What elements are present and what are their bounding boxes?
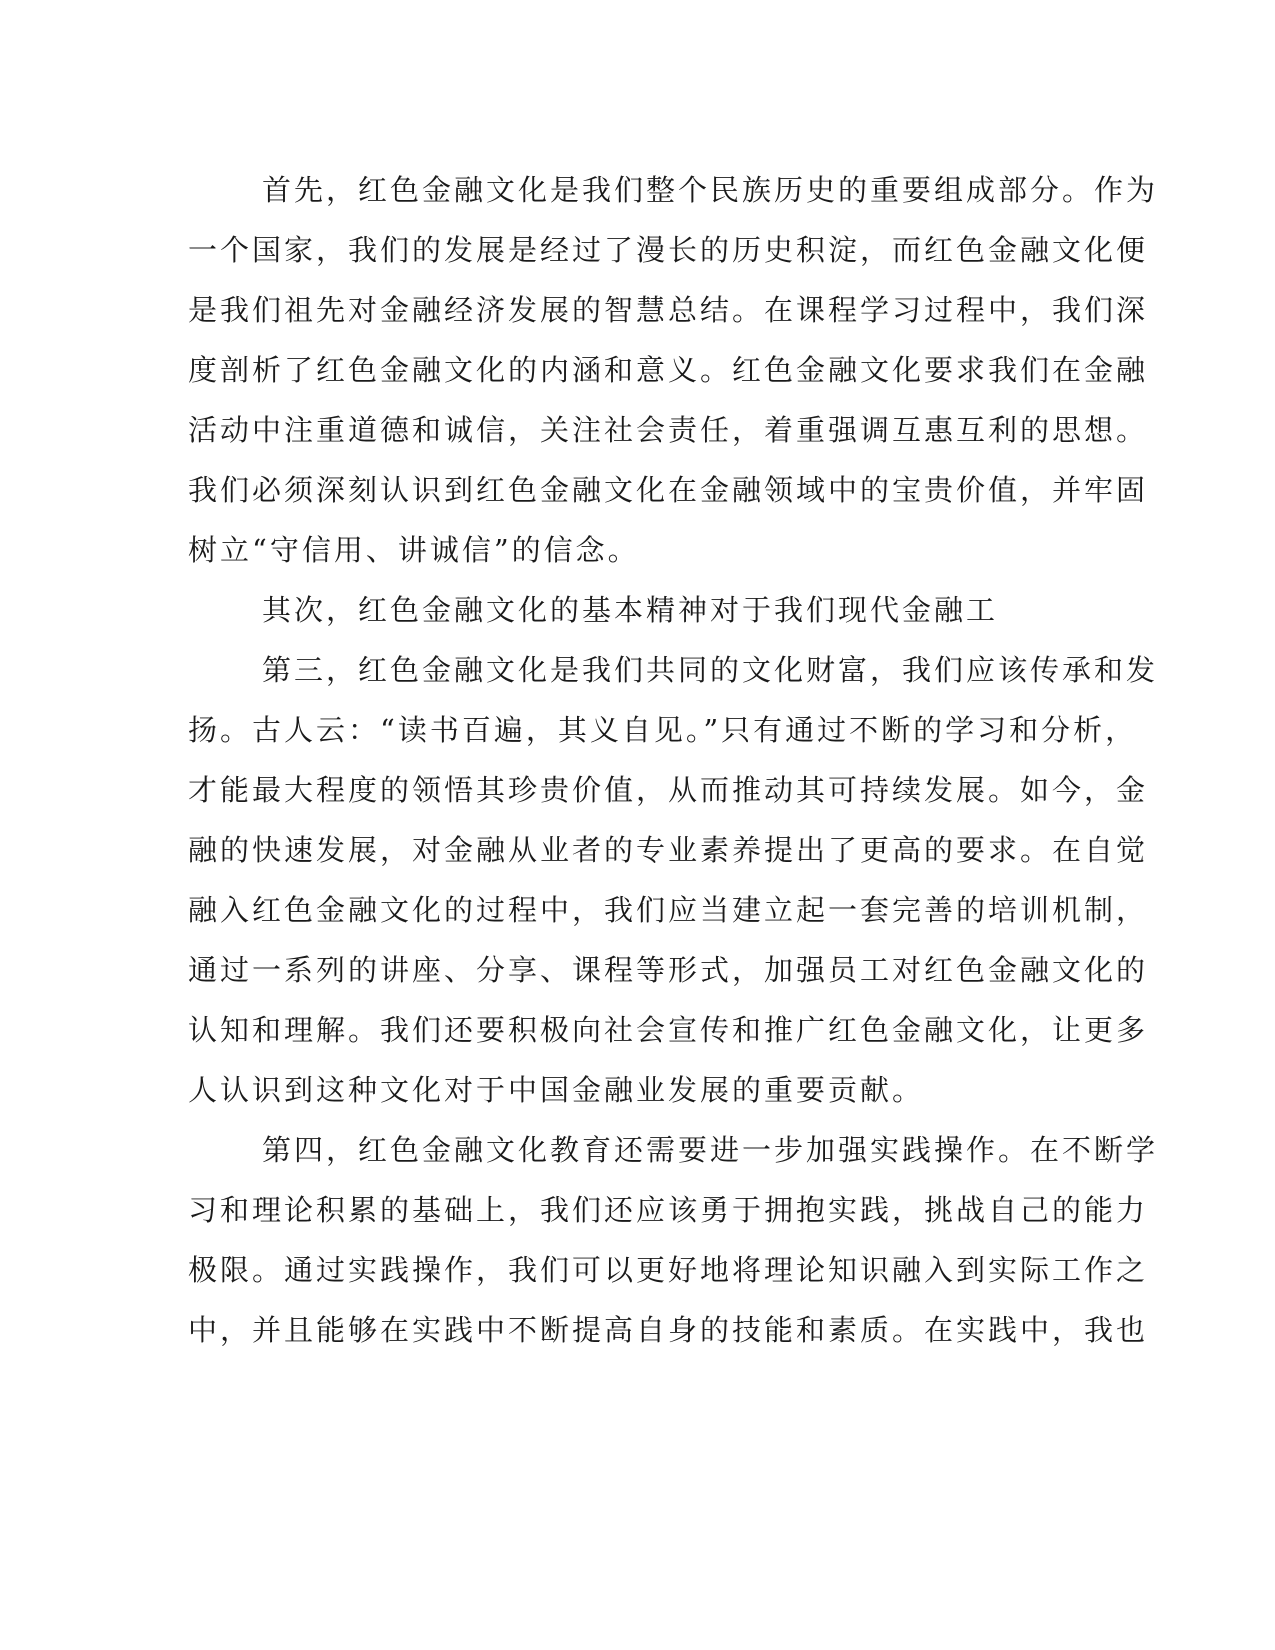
document-body: [188, 160, 1159, 1360]
text-line: 极限。通过实践操作，我们可以更好地将理论知识融入到实际工作之: [188, 1253, 1149, 1287]
text-line: 一个国家，我们的发展是经过了漫长的历史积淀，而红色金融文化便: [188, 233, 1149, 267]
text-line: 其次，红色金融文化的基本精神对于我们现代金融工: [262, 593, 999, 627]
text-line: 人认识到这种文化对于中国金融业发展的重要贡献。: [188, 1073, 925, 1107]
text-line: 认知和理解。我们还要积极向社会宣传和推广红色金融文化，让更多: [188, 1013, 1149, 1047]
paragraph-1: [188, 160, 1159, 580]
text-line: 活动中注重道德和诚信，关注社会责任，着重强调互惠互利的思想。: [188, 413, 1149, 447]
text-line: 第四，红色金融文化教育还需要进一步加强实践操作。在不断学: [262, 1133, 1159, 1167]
text-line: 才能最大程度的领悟其珍贵价值，从而推动其可持续发展。如今，金: [188, 773, 1149, 807]
text-line: 树立“守信用、讲诚信”的信念。: [188, 533, 640, 567]
text-line: 中，并且能够在实践中不断提高自身的技能和素质。在实践中，我也: [188, 1313, 1149, 1347]
text-line: 第三，红色金融文化是我们共同的文化财富，我们应该传承和发: [262, 653, 1159, 687]
text-line: 融的快速发展，对金融从业者的专业素养提出了更高的要求。在自觉: [188, 833, 1149, 867]
text-line: 融入红色金融文化的过程中，我们应当建立起一套完善的培训机制，: [188, 893, 1149, 927]
text-line: 我们必须深刻认识到红色金融文化在金融领域中的宝贵价值，并牢固: [188, 473, 1149, 507]
text-line: 度剖析了红色金融文化的内涵和意义。红色金融文化要求我们在金融: [188, 353, 1149, 387]
text-line: 首先，红色金融文化是我们整个民族历史的重要组成部分。作为: [262, 173, 1159, 207]
text-line: 通过一系列的讲座、分享、课程等形式，加强员工对红色金融文化的: [188, 953, 1149, 987]
paragraph-2: [188, 580, 1088, 640]
paragraph-4: [188, 1120, 1159, 1360]
text-line: 扬。古人云：“读书百遍，其义自见。”只有通过不断的学习和分析，: [188, 713, 1138, 747]
text-line: 习和理论积累的基础上，我们还应该勇于拥抱实践，挑战自己的能力: [188, 1193, 1149, 1227]
paragraph-3: [188, 640, 1159, 1120]
text-line: 是我们祖先对金融经济发展的智慧总结。在课程学习过程中，我们深: [188, 293, 1149, 327]
